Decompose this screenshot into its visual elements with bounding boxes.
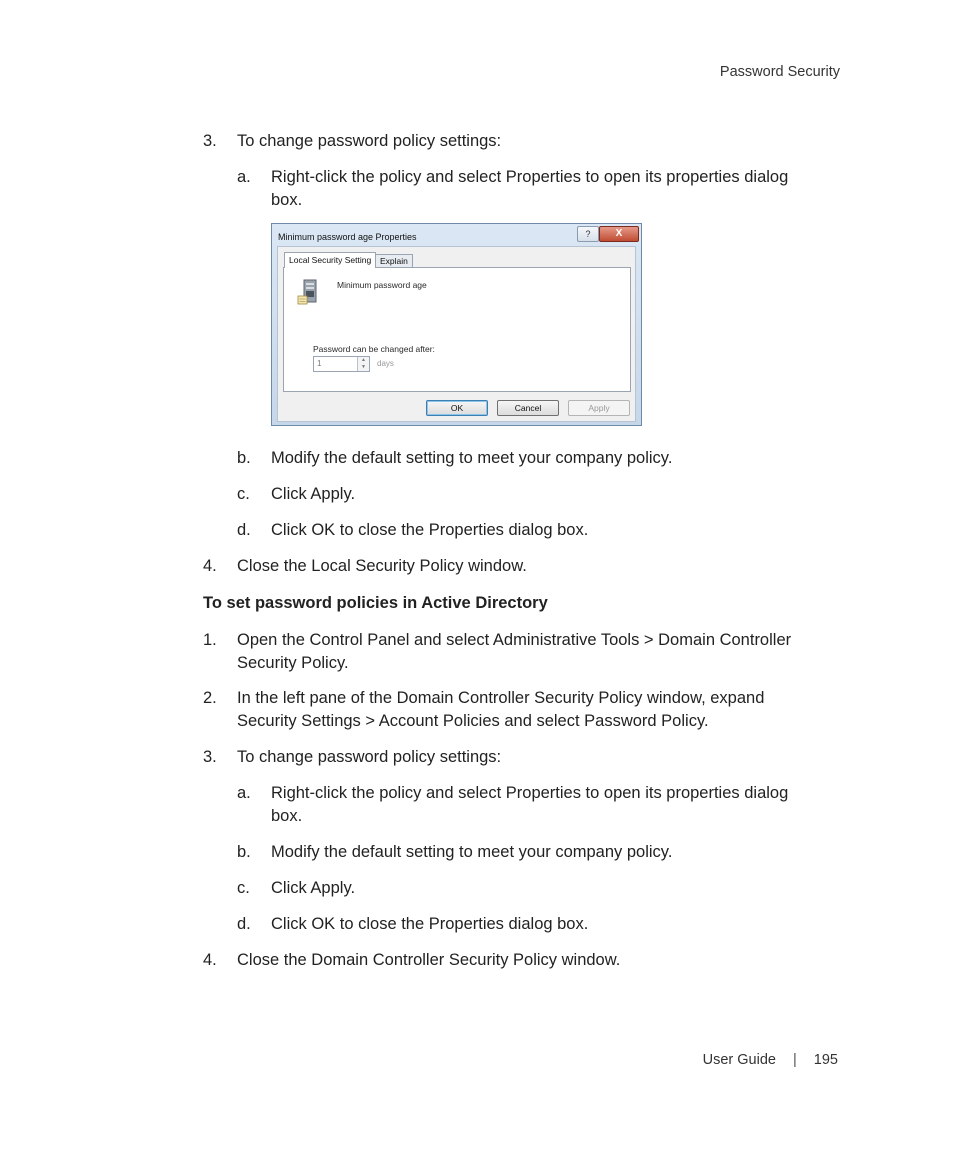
step-number: 4. bbox=[203, 557, 217, 575]
spinner-arrows-icon[interactable]: ▲ ▼ bbox=[357, 357, 369, 371]
step-number: 2. bbox=[203, 689, 217, 707]
tab-panel bbox=[283, 267, 631, 392]
days-spinner[interactable] bbox=[313, 356, 370, 372]
step-number: 4. bbox=[203, 951, 217, 969]
section-heading: To set password policies in Active Directory bbox=[203, 594, 548, 612]
substep-text-line2: box. bbox=[271, 807, 303, 825]
substep-letter: b. bbox=[237, 449, 251, 467]
ad-substep-a bbox=[237, 782, 833, 828]
ad-step-1 bbox=[203, 629, 833, 675]
substep-letter: a. bbox=[237, 168, 251, 186]
footer-doc-name: User Guide bbox=[702, 1052, 776, 1068]
field-label: Password can be changed after: bbox=[313, 344, 435, 354]
dialog-title: Minimum password age Properties bbox=[278, 232, 417, 242]
step-text-line1: In the left pane of the Domain Controller Security Policy window, expand bbox=[237, 689, 765, 707]
properties-dialog-screenshot bbox=[271, 223, 642, 426]
step-text: To change password policy settings: bbox=[237, 748, 502, 766]
substep-letter: a. bbox=[237, 784, 251, 802]
cancel-button[interactable]: Cancel bbox=[497, 400, 559, 416]
substep-text: Click OK to close the Properties dialog box. bbox=[271, 521, 589, 539]
running-header: Password Security bbox=[719, 64, 840, 80]
close-icon[interactable]: X bbox=[599, 226, 639, 242]
substep-letter: d. bbox=[237, 915, 251, 933]
substep-a bbox=[237, 166, 833, 212]
substep-text: Modify the default setting to meet your company policy. bbox=[271, 449, 673, 467]
days-value: 1 bbox=[317, 359, 322, 368]
step-text-line2: Security Policy. bbox=[237, 654, 349, 672]
substep-letter: c. bbox=[237, 485, 250, 503]
apply-button[interactable]: Apply bbox=[568, 400, 630, 416]
substep-text: Click Apply. bbox=[271, 485, 356, 503]
dialog-body bbox=[277, 246, 636, 422]
help-icon[interactable]: ? bbox=[577, 226, 599, 242]
step-text-line1: Open the Control Panel and select Administrative Tools > Domain Controller bbox=[237, 631, 792, 649]
substep-text-line2: box. bbox=[271, 191, 303, 209]
substep-letter: b. bbox=[237, 843, 251, 861]
tab-local-security-setting[interactable]: Local Security Setting bbox=[284, 252, 376, 268]
policy-name: Minimum password age bbox=[337, 280, 427, 290]
ad-step-2 bbox=[203, 687, 833, 733]
substep-text-line1: Right-click the policy and select Properties to open its properties dialog bbox=[271, 784, 789, 802]
substep-text: Click OK to close the Properties dialog box. bbox=[271, 915, 589, 933]
step-number: 3. bbox=[203, 132, 217, 150]
days-unit: days bbox=[377, 359, 394, 368]
substep-letter: c. bbox=[237, 879, 250, 897]
step-text: To change password policy settings: bbox=[237, 132, 502, 150]
substep-text-line1: Right-click the policy and select Properties to open its properties dialog bbox=[271, 168, 789, 186]
footer-separator: | bbox=[792, 1052, 797, 1068]
policy-server-icon bbox=[297, 279, 319, 305]
step-number: 3. bbox=[203, 748, 217, 766]
tab-explain[interactable]: Explain bbox=[375, 254, 413, 267]
step-text: Close the Local Security Policy window. bbox=[237, 557, 527, 575]
step-text-line2: Security Settings > Account Policies and select Password Policy. bbox=[237, 712, 709, 730]
ok-button[interactable]: OK bbox=[426, 400, 488, 416]
step-text: Close the Domain Controller Security Policy window. bbox=[237, 951, 621, 969]
page-number: 195 bbox=[813, 1052, 838, 1068]
substep-text: Modify the default setting to meet your company policy. bbox=[271, 843, 673, 861]
running-footer bbox=[703, 1052, 838, 1068]
substep-text: Click Apply. bbox=[271, 879, 356, 897]
substep-letter: d. bbox=[237, 521, 251, 539]
step-number: 1. bbox=[203, 631, 217, 649]
